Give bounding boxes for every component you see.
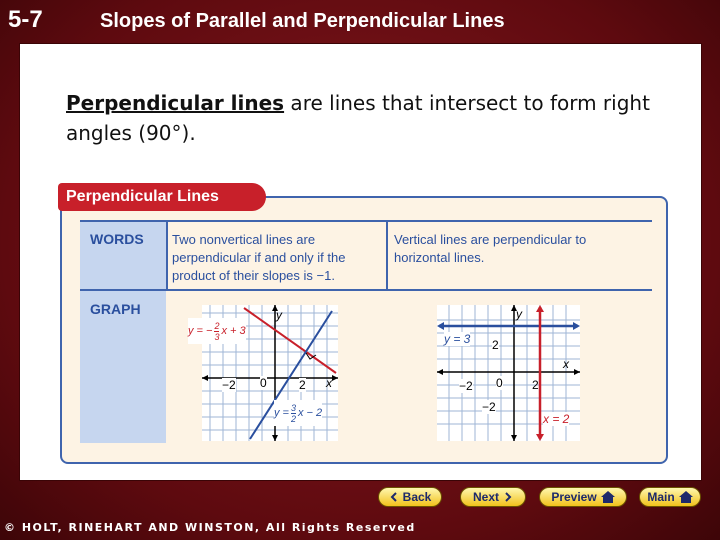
eq2-fraction [291,403,296,424]
copyright-footer: © HOLT, RINEHART AND WINSTON, All Rights Reserved [4,521,416,534]
y-axis-arrow-down-icon [272,435,278,441]
home-icon [601,491,615,503]
next-label: Next [472,490,499,504]
eq1-fraction [214,321,219,342]
x-axis-right-arrow-icon [574,369,580,375]
graph-left-tick-neg2: −2 [222,378,236,392]
equation-red-line [188,318,246,344]
graph-right-x-label: x [563,357,569,371]
preview-button[interactable] [539,487,627,507]
column-divider-2 [386,221,388,291]
eq1-denominator: 3 [214,331,220,342]
graph-left-y-label: y [276,308,282,322]
eq2-numerator: 3 [290,402,296,413]
chevron-left-icon [389,492,399,502]
graph-left-x-label: x [326,376,332,390]
intro-paragraph [66,88,666,148]
graph-right-tick-yneg2: −2 [482,400,496,414]
graph-label: GRAPH [90,301,141,317]
x-axis-arrow-left-icon [202,375,208,381]
equation-blue-line [274,400,322,426]
graph-right-tick-y2: 2 [492,338,499,352]
next-button[interactable] [460,487,526,507]
intro-definition: are lines that intersect to form right angles (90°). [66,91,650,145]
graph-right-tick-x2: 2 [532,378,539,392]
main-button[interactable] [639,487,701,507]
horizontal-line-arrow-right-icon [573,322,580,330]
y-axis-right-arrow-down-icon [511,435,517,441]
line-negative-slope [244,308,336,373]
words-vertical-rule: Vertical lines are perpendicular to horizontal lines. [394,232,587,265]
label-column [80,221,166,443]
box-title: Perpendicular Lines [58,183,266,211]
intro-term: Perpendicular lines [66,91,285,115]
vertical-line-arrow-down-icon [536,434,544,441]
equation-vertical-line: x = 2 [543,412,570,426]
column-divider-1 [166,221,168,291]
vertical-line-arrow-up-icon [536,305,544,312]
graph-left-tick-0: 0 [260,376,267,390]
equation-horizontal-line: y = 3 [444,332,471,346]
graph-right-tick-neg2: −2 [459,379,473,393]
eq1-suffix: x + 3 [221,325,246,337]
graph-right-y-label: y [516,307,522,321]
horizontal-line-arrow-left-icon [437,322,444,330]
main-label: Main [647,490,675,504]
eq2-suffix: x − 2 [298,407,323,419]
eq2-denominator: 2 [290,413,296,424]
back-label: Back [402,490,432,504]
lesson-title: Slopes of Parallel and Perpendicular Lines [100,10,505,32]
lesson-number: 5-7 [8,6,43,33]
eq2-prefix: y = [274,407,289,419]
x-axis-arrow-icon [332,375,338,381]
x-axis-right-arrow-left-icon [437,369,443,375]
chevron-right-icon [503,492,513,502]
graph-right-tick-0: 0 [496,376,503,390]
preview-label: Preview [551,490,597,504]
words-nonvertical-rule: Two nonvertical lines are perpendicular if and only if the product of their slopes is −1. [172,232,346,283]
eq1-numerator: 2 [214,320,220,331]
words-label: WORDS [90,231,144,247]
graph-left-tick-2: 2 [299,378,306,392]
eq1-prefix: y = − [188,325,213,337]
home-icon [679,491,693,503]
back-button[interactable] [378,487,442,507]
